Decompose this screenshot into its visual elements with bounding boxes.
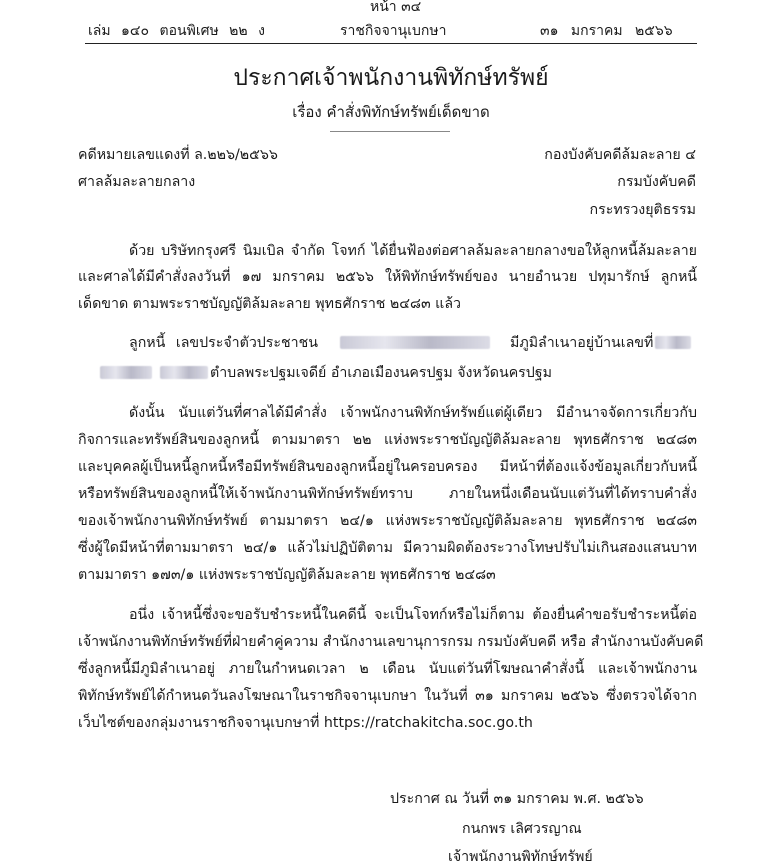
signatory-name: กนกพร เลิศวรญาณ	[462, 821, 582, 837]
title-divider	[330, 131, 450, 132]
debtor-id-label: ลูกหนี้ เลขประจำตัวประชาชน	[129, 335, 318, 351]
paragraph-2-line-1: ดังนั้น นับแต่วันที่ศาลได้มีคำสั่ง เจ้าพนักงานพิทักษ์ทรัพย์แต่ผู้เดียว มีอำนาจจัดการเกี่ยวกับ	[129, 405, 697, 421]
gazette-date: ๓๑ มกราคม ๒๕๖๖	[540, 23, 673, 39]
gazette-volume: เล่ม ๑๔๐ ตอนพิเศษ ๒๒ ง	[88, 23, 265, 39]
paragraph-3-line-5: เว็บไซต์ของกลุ่มงานราชกิจจานุเบกษาที่ https://ratchakitcha.soc.go.th	[78, 715, 533, 731]
paragraph-1-line-1: ด้วย บริษัทกรุงศรี นิมเบิล จำกัด โจทก์ ได้ยื่นฟ้องต่อศาลล้มละลายกลางขอให้ลูกหนี้ล้มละลาย	[129, 243, 697, 259]
redacted-house-number	[655, 336, 691, 349]
announcement-date: ประกาศ ณ วันที่ ๓๑ มกราคม พ.ศ. ๒๕๖๖	[390, 791, 644, 807]
paragraph-2-line-4: หรือทรัพย์สินของลูกหนี้ให้เจ้าพนักงานพิทักษ์ทรัพย์ทราบ ภายในหนึ่งเดือนนับแต่วันที่ได้ทราบคำสั่ง	[78, 486, 697, 502]
page-title: ประกาศเจ้าพนักงานพิทักษ์ทรัพย์	[233, 65, 549, 91]
paragraph-2-line-2: กิจการและทรัพย์สินของลูกหนี้ ตามมาตรา ๒๒ แห่งพระราชบัญญัติล้มละลาย พุทธศักราช ๒๔๘๓	[78, 432, 697, 448]
gazette-name: ราชกิจจานุเบกษา	[340, 23, 447, 39]
ministry-name: กระทรวงยุติธรรม	[589, 202, 696, 218]
paragraph-1-line-2: และศาลได้มีคำสั่งลงวันที่ ๑๗ มกราคม ๒๕๖๖ ให้พิทักษ์ทรัพย์ของ นายอำนวย ปทุมารักษ์ ลูกหนี้	[78, 269, 697, 285]
signatory-position: เจ้าพนักงานพิทักษ์ทรัพย์	[448, 849, 593, 865]
paragraph-2-line-7: ตามมาตรา ๑๗๓/๑ แห่งพระราชบัญญัติล้มละลาย พุทธศักราช ๒๔๘๓	[78, 567, 496, 583]
page-subtitle: เรื่อง คำสั่งพิทักษ์ทรัพย์เด็ดขาด	[292, 103, 490, 121]
paragraph-1-line-3: เด็ดขาด ตามพระราชบัญญัติล้มละลาย พุทธศักราช ๒๔๘๓ แล้ว	[78, 296, 461, 312]
paragraph-2-line-5: ของเจ้าพนักงานพิทักษ์ทรัพย์ ตามมาตรา ๒๔/๑ แห่งพระราชบัญญัติล้มละลาย พุทธศักราช ๒๔๘๓	[78, 513, 697, 529]
paragraph-3-line-2: เจ้าพนักงานพิทักษ์ทรัพย์ที่ฝ่ายคำคู่ความ สำนักงานเลขานุการกรม กรมบังคับคดี หรือ สำนักงานบังคับคดี	[78, 634, 704, 650]
header-rule	[85, 43, 697, 44]
enforcement-department: กรมบังคับคดี	[617, 174, 696, 190]
court-name: ศาลล้มละลายกลาง	[78, 174, 196, 190]
case-number: คดีหมายเลขแดงที่ ล.๒๒๖/๒๕๖๖	[78, 147, 278, 163]
gazette-page-number: หน้า ๓๔	[370, 0, 422, 15]
paragraph-2-line-3: และบุคคลผู้เป็นหนี้ลูกหนี้หรือมีทรัพย์สินของลูกหนี้อยู่ในครอบครอง มีหน้าที่ต้องแจ้งข้อมูลเกี่ยวกับหนี้	[78, 459, 697, 475]
redacted-address-part-1	[100, 366, 152, 379]
debtor-address-label: มีภูมิลำเนาอยู่บ้านเลขที่	[510, 335, 654, 351]
redacted-id-number	[340, 336, 490, 349]
paragraph-3-line-3: ซึ่งลูกหนี้มีภูมิลำเนาอยู่ ภายในกำหนดเวลา ๒ เดือน นับแต่วันที่โฆษณาคำสั่งนี้ และเจ้าพนักงาน	[78, 661, 697, 677]
debtor-location: ตำบลพระปฐมเจดีย์ อำเภอเมืองนครปฐม จังหวัดนครปฐม	[210, 365, 552, 381]
bankruptcy-division: กองบังคับคดีล้มละลาย ๔	[544, 147, 696, 163]
paragraph-3-line-4: พิทักษ์ทรัพย์ได้กำหนดวันลงโฆษณาในราชกิจจานุเบกษา ในวันที่ ๓๑ มกราคม ๒๕๖๖ ซึ่งตรวจได้จาก	[78, 688, 697, 704]
paragraph-2-line-6: ซึ่งผู้ใดมีหน้าที่ตามมาตรา ๒๔/๑ แล้วไม่ปฏิบัติตาม มีความผิดต้องระวางโทษปรับไม่เกินสองแสนบาท	[78, 540, 697, 556]
redacted-address-part-2	[160, 366, 208, 379]
paragraph-3-line-1: อนึ่ง เจ้าหนี้ซึ่งจะขอรับชำระหนี้ในคดีนี้ จะเป็นโจทก์หรือไม่ก็ตาม ต้องยื่นคำขอรับชำระหนี้ต่อ	[129, 607, 697, 623]
